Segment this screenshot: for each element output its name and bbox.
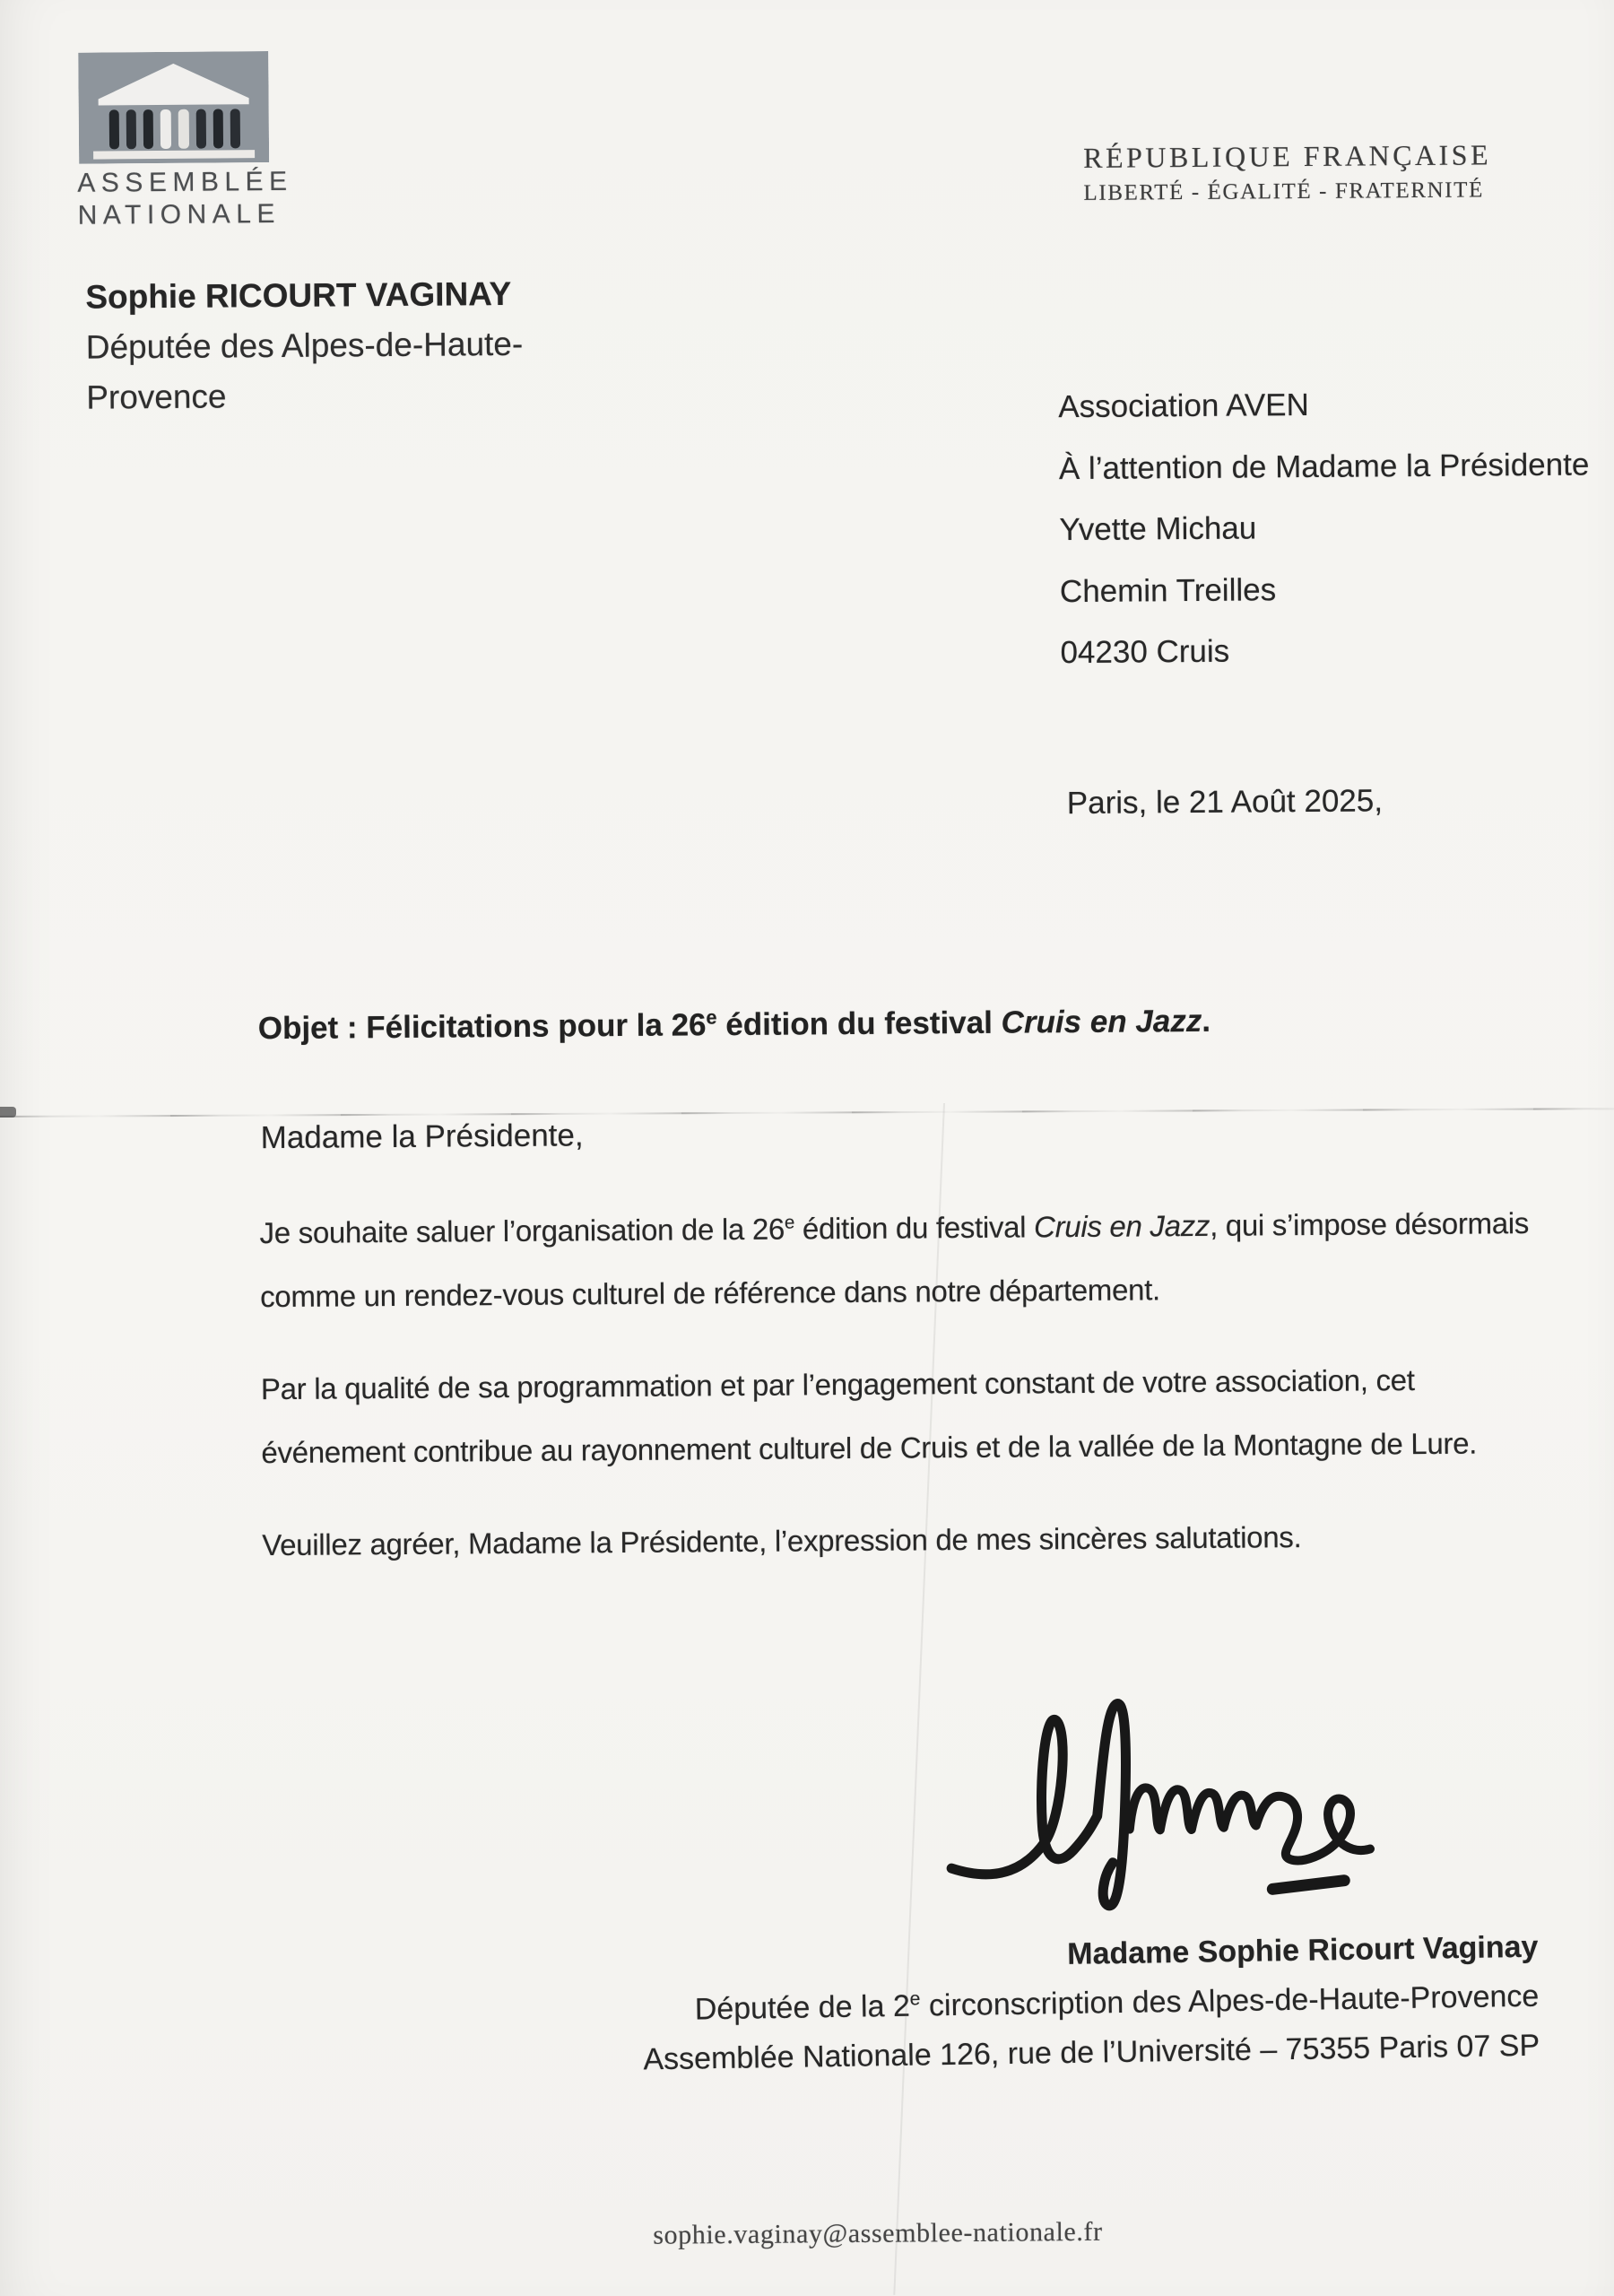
text-segment: e bbox=[706, 1005, 717, 1029]
text-segment: Objet : Félicitations pour la 26 bbox=[257, 1007, 707, 1047]
recipient-line: Association AVEN bbox=[1058, 387, 1309, 425]
text-segment: circonscription des Alpes-de-Haute-Provence bbox=[920, 1979, 1540, 2023]
republique-francaise-title: RÉPUBLIQUE FRANÇAISE bbox=[1083, 138, 1492, 174]
footer-email: sophie.vaginay@assemblee-nationale.fr bbox=[653, 2216, 1103, 2250]
sender-block bbox=[85, 268, 588, 422]
text-segment: Veuillez agréer, Madame la Présidente, l’expression de mes sincères salutations. bbox=[262, 1520, 1302, 1562]
text-segment: . bbox=[1202, 1003, 1211, 1039]
text-segment: , qui s’impose désormais comme un rendez-vous culturel de référence dans notre département. bbox=[259, 1206, 1530, 1314]
sender-name: Sophie RICOURT VAGINAY bbox=[85, 274, 512, 316]
handwritten-signature-icon bbox=[937, 1651, 1405, 1924]
scan-edge-mark bbox=[0, 1107, 16, 1118]
subject-line bbox=[258, 1001, 1540, 1047]
text-segment: e bbox=[909, 1988, 921, 2010]
date-line: Paris, le 21 Août 2025, bbox=[1066, 783, 1384, 822]
republique-francaise-block bbox=[1083, 138, 1491, 206]
logo-wordmark-line2: NATIONALE bbox=[77, 198, 282, 230]
signatory-name: Madame Sophie Ricourt Vaginay bbox=[1066, 1929, 1539, 1971]
text-segment: e bbox=[784, 1212, 795, 1233]
recipient-line: À l’attention de Madame la Présidente bbox=[1058, 447, 1590, 486]
text-segment: Je souhaite saluer l’organisation de la 26 bbox=[259, 1212, 785, 1250]
signature-block bbox=[551, 1923, 1540, 2086]
assemblee-nationale-temple-icon bbox=[78, 51, 269, 164]
body-paragraph-1 bbox=[259, 1191, 1538, 1328]
recipient-line: Chemin Treilles bbox=[1059, 571, 1277, 609]
body-paragraph-2 bbox=[261, 1347, 1540, 1484]
sender-title-line2: Provence bbox=[86, 378, 227, 416]
text-segment: Cruis en Jazz bbox=[1001, 1003, 1202, 1040]
logo-wordmark bbox=[77, 166, 293, 232]
text-segment: Députée de la 2 bbox=[694, 1988, 911, 2027]
recipient-line: Yvette Michau bbox=[1059, 510, 1257, 548]
signatory-address: Assemblée Nationale 126, rue de l’Université – 75355 Paris 07 SP bbox=[643, 2028, 1540, 2077]
letter-body bbox=[259, 1191, 1540, 1605]
recipient-line: 04230 Cruis bbox=[1060, 633, 1230, 671]
recipient-address-block bbox=[1058, 372, 1614, 683]
text-segment: édition du festival bbox=[794, 1210, 1035, 1246]
sender-title-line1: Députée des Alpes-de-Haute- bbox=[85, 325, 524, 366]
salutation: Madame la Présidente, bbox=[260, 1118, 584, 1156]
republique-francaise-motto: LIBERTÉ - ÉGALITÉ - FRATERNITÉ bbox=[1083, 178, 1484, 205]
text-segment: Par la qualité de sa programmation et par l’engagement constant de votre association, cet événement contribue au rayonnement culturel de Cruis et de la vallée de la Montagne de Lure. bbox=[260, 1363, 1478, 1470]
body-paragraph-3 bbox=[262, 1503, 1540, 1577]
logo-wordmark-line1: ASSEMBLÉE bbox=[77, 166, 293, 198]
text-segment: édition du festival bbox=[716, 1004, 1002, 1043]
text-segment: Cruis en Jazz bbox=[1033, 1208, 1210, 1244]
